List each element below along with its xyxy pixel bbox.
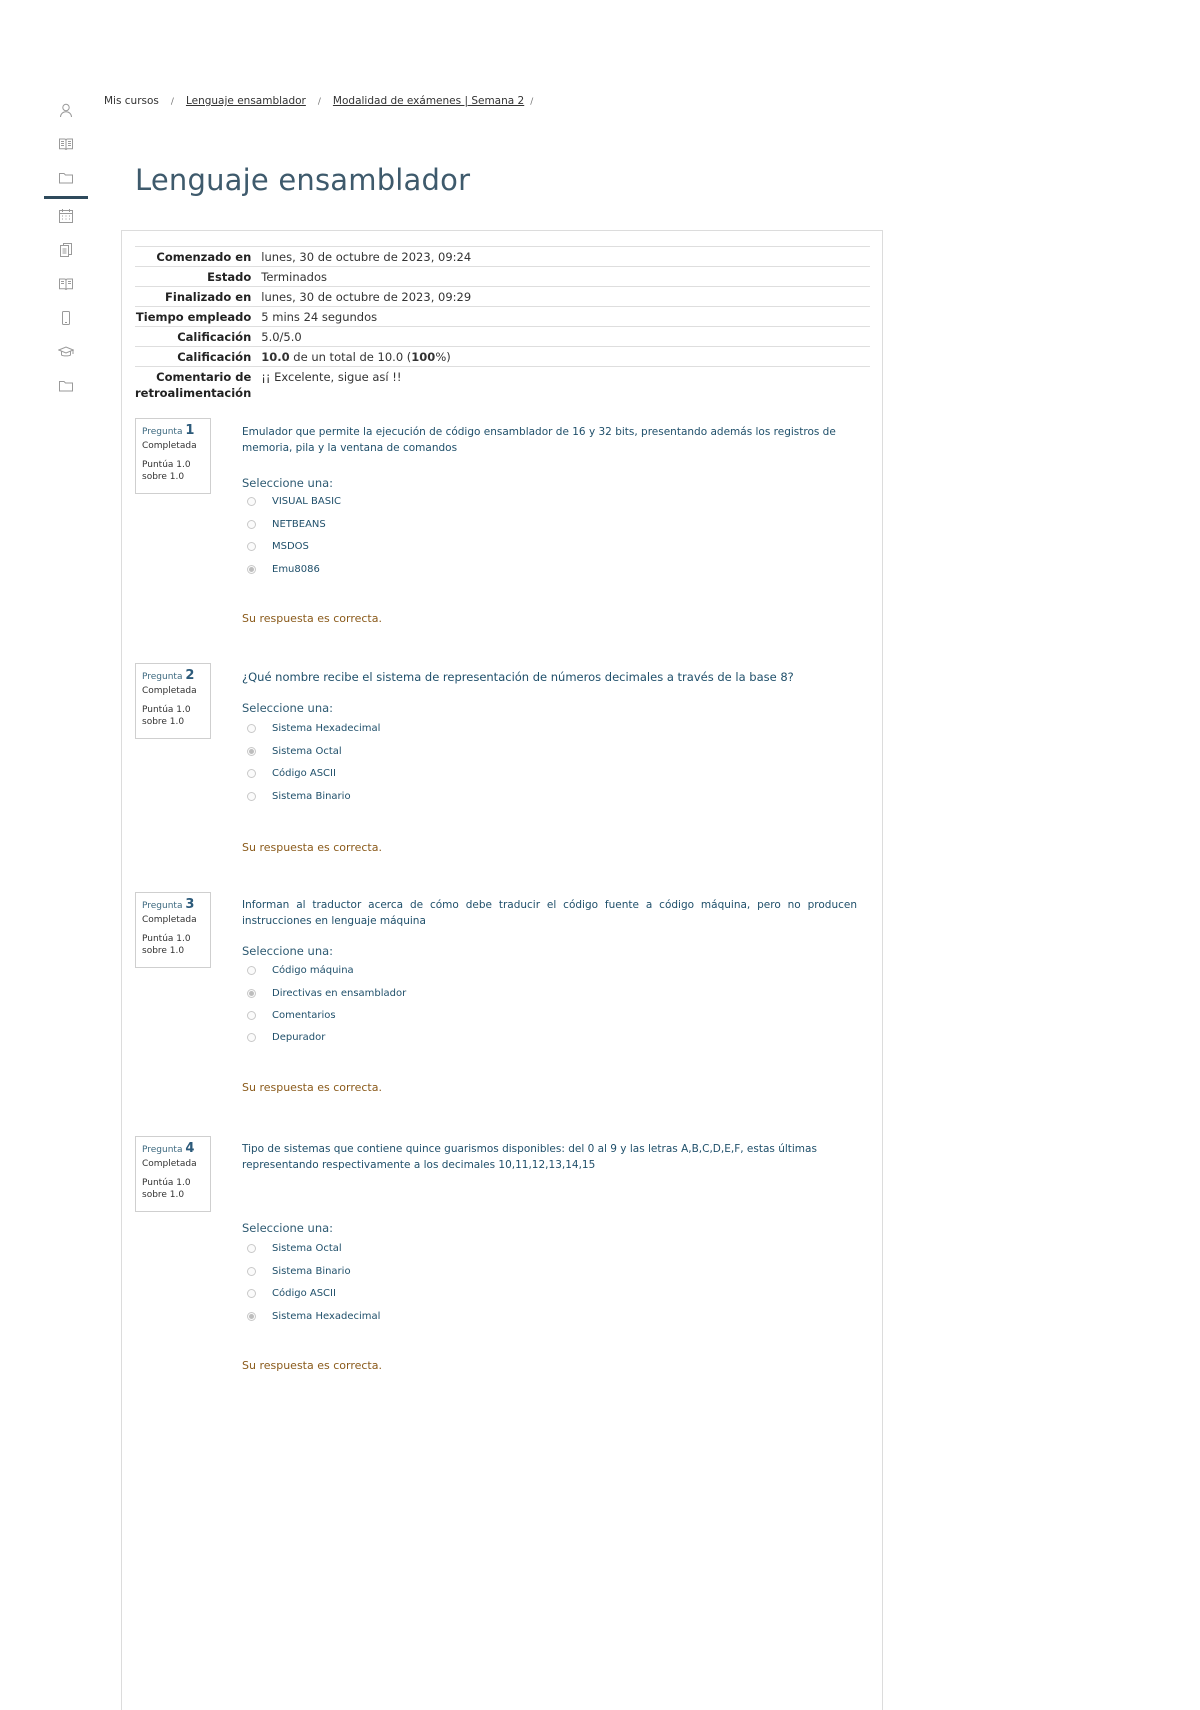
radio-button[interactable] (247, 966, 256, 975)
active-indicator (44, 196, 88, 199)
summary-label: Estado (135, 267, 261, 287)
summary-row-time-taken (135, 307, 870, 327)
radio-button[interactable] (247, 1011, 256, 1020)
radio-button[interactable] (247, 1267, 256, 1276)
breadcrumb-item-course[interactable]: Lenguaje ensamblador (185, 95, 306, 107)
question-grade-max: sobre 1.0 (142, 1190, 185, 1200)
question-info-1 (135, 418, 211, 494)
attempt-summary-table (135, 246, 870, 402)
option-label: Sistema Octal (272, 746, 342, 757)
option-label: Sistema Binario (272, 791, 351, 802)
folder-icon[interactable] (58, 378, 74, 394)
question-label: Pregunta (142, 672, 183, 682)
answer-feedback: Su respuesta es correcta. (242, 841, 382, 854)
summary-value: 5 mins 24 segundos (261, 307, 870, 327)
radio-button[interactable] (247, 792, 256, 801)
option-label: Sistema Binario (272, 1266, 351, 1277)
option-label: Código ASCII (272, 1288, 336, 1299)
summary-row-state (135, 267, 870, 287)
question-grade-max: sobre 1.0 (142, 717, 185, 727)
question-state: Completada (142, 1159, 197, 1169)
summary-row-marks (135, 327, 870, 347)
question-info-4 (135, 1136, 211, 1212)
option-label: Sistema Hexadecimal (272, 723, 381, 734)
option-label: Código ASCII (272, 768, 336, 779)
radio-button-checked[interactable] (247, 747, 256, 756)
grade-percent: 100 (411, 350, 436, 364)
book-icon[interactable] (58, 136, 74, 152)
summary-value (261, 347, 870, 367)
question-grade: Puntúa 1.0 (142, 1178, 191, 1188)
grade-text: de un total de 10.0 ( (289, 350, 412, 364)
answer-feedback: Su respuesta es correcta. (242, 1081, 382, 1094)
summary-label: Tiempo empleado (135, 307, 261, 327)
summary-value: 5.0/5.0 (261, 327, 870, 347)
summary-row-grade (135, 347, 870, 367)
question-grade: Puntúa 1.0 (142, 460, 191, 470)
summary-label: Calificación (135, 327, 261, 347)
summary-row-feedback (135, 367, 870, 403)
answer-prompt: Seleccione una: (242, 1221, 334, 1235)
question-label: Pregunta (142, 1145, 183, 1155)
radio-button[interactable] (247, 1033, 256, 1042)
question-text: Tipo de sistemas que contiene quince guarismos disponibles: del 0 al 9 y las letras A,B,C,D,E,F, estas últimas representando respectivamente a los decimales 10,11,12,13,14,15 (242, 1143, 817, 1171)
summary-row-finished (135, 287, 870, 307)
question-info-3 (135, 892, 211, 968)
question-state: Completada (142, 915, 197, 925)
question-number: 1 (185, 423, 195, 438)
question-grade-max: sobre 1.0 (142, 946, 185, 956)
book-open-icon[interactable] (58, 276, 74, 292)
question-text: ¿Qué nombre recibe el sistema de representación de números decimales a través de la base 8? (242, 670, 794, 684)
breadcrumb-item-exam-mode[interactable]: Modalidad de exámenes | Semana 2 (332, 95, 525, 107)
answer-feedback: Su respuesta es correcta. (242, 612, 382, 625)
summary-label: Comentario de retroalimentación (135, 367, 261, 403)
question-content-2 (242, 669, 857, 869)
user-icon[interactable] (58, 102, 74, 118)
radio-button[interactable] (247, 769, 256, 778)
question-content-3 (242, 897, 857, 1097)
question-content-4 (242, 1141, 857, 1381)
option-label: Directivas en ensamblador (272, 988, 407, 999)
calendar-icon[interactable] (58, 208, 74, 224)
option-label: MSDOS (272, 541, 309, 552)
question-number: 3 (185, 897, 195, 912)
radio-button-checked[interactable] (247, 1312, 256, 1321)
question-number: 4 (185, 1141, 195, 1156)
radio-button-checked[interactable] (247, 989, 256, 998)
option-label: VISUAL BASIC (272, 496, 342, 507)
answer-prompt: Seleccione una: (242, 701, 334, 715)
breadcrumb-separator: / (317, 97, 321, 107)
documents-icon[interactable] (58, 242, 74, 258)
graduation-cap-icon[interactable] (58, 344, 74, 360)
question-state: Completada (142, 441, 197, 451)
grade-text-end: %) (435, 350, 451, 364)
question-grade: Puntúa 1.0 (142, 705, 191, 715)
question-state: Completada (142, 686, 197, 696)
summary-value: lunes, 30 de octubre de 2023, 09:24 (261, 247, 870, 267)
question-label: Pregunta (142, 901, 183, 911)
question-text: Informan al traductor acerca de cómo debe traducir el código fuente a código máquina, pero no producen instrucciones en lenguaje máquina (242, 899, 857, 927)
breadcrumb-item-my-courses[interactable]: Mis cursos (104, 95, 159, 107)
radio-button[interactable] (247, 1289, 256, 1298)
option-label: Código máquina (272, 965, 354, 976)
question-content-1 (242, 424, 857, 634)
page-title: Lenguaje ensamblador (135, 163, 471, 197)
question-grade-max: sobre 1.0 (142, 472, 185, 482)
answer-prompt: Seleccione una: (242, 944, 334, 958)
radio-button[interactable] (247, 520, 256, 529)
radio-button[interactable] (247, 724, 256, 733)
radio-button[interactable] (247, 1244, 256, 1253)
radio-button-checked[interactable] (247, 565, 256, 574)
option-label: NETBEANS (272, 519, 326, 530)
option-label: Comentarios (272, 1010, 336, 1021)
folder-icon[interactable] (58, 170, 74, 186)
summary-value: Terminados (261, 267, 870, 287)
option-label: Sistema Hexadecimal (272, 1311, 381, 1322)
question-text: Emulador que permite la ejecución de código ensamblador de 16 y 32 bits, presentando además los registros de memoria, pila y la ventana de comandos (242, 426, 836, 454)
question-grade: Puntúa 1.0 (142, 934, 191, 944)
option-label: Emu8086 (272, 564, 320, 575)
option-label: Depurador (272, 1032, 326, 1043)
breadcrumb (104, 95, 545, 107)
summary-label: Calificación (135, 347, 261, 367)
answer-prompt: Seleccione una: (242, 476, 334, 490)
summary-label: Finalizado en (135, 287, 261, 307)
summary-row-started (135, 247, 870, 267)
question-info-2 (135, 663, 211, 739)
mobile-icon[interactable] (58, 310, 74, 326)
summary-value: ¡¡ Excelente, sigue así !! (261, 367, 870, 403)
radio-button[interactable] (247, 497, 256, 506)
answer-feedback: Su respuesta es correcta. (242, 1359, 382, 1372)
option-label: Sistema Octal (272, 1243, 342, 1254)
question-label: Pregunta (142, 427, 183, 437)
summary-value: lunes, 30 de octubre de 2023, 09:29 (261, 287, 870, 307)
question-number: 2 (185, 668, 195, 683)
breadcrumb-separator: / (170, 97, 174, 107)
summary-label: Comenzado en (135, 247, 261, 267)
grade-value: 10.0 (261, 350, 290, 364)
breadcrumb-separator: / (530, 97, 534, 107)
radio-button[interactable] (247, 542, 256, 551)
